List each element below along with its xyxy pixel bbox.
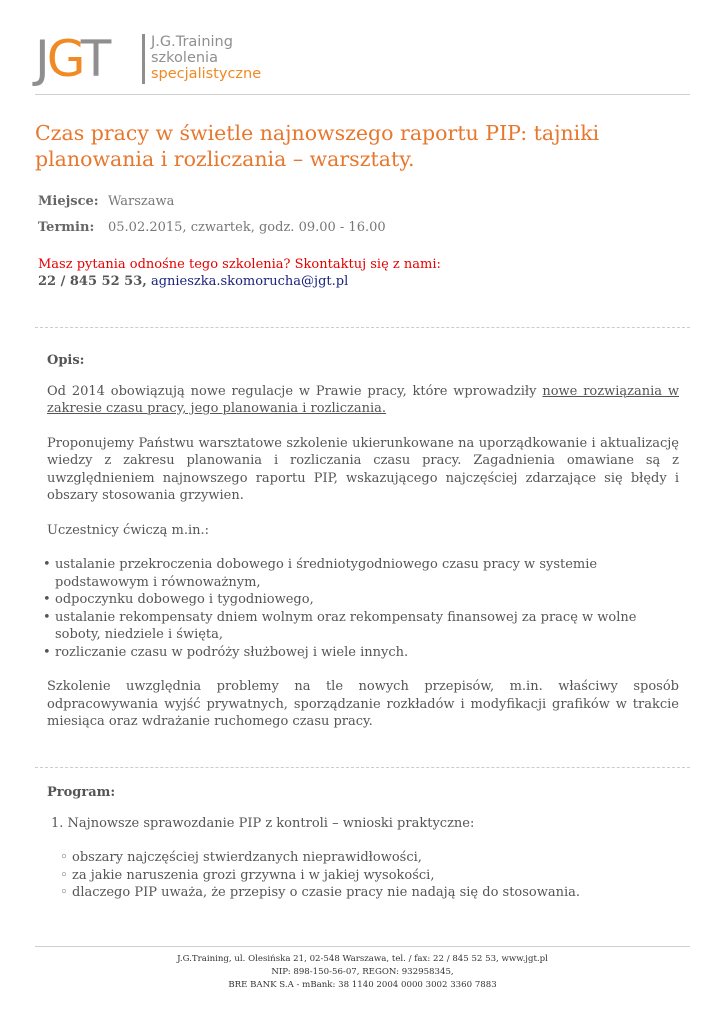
program-item-1: [51, 815, 679, 833]
jgt-logo[interactable]: [35, 30, 315, 90]
description-paragraph-2: Proponujemy Państwu warsztatowe szkolenie ukierunkowane na uporządkowanie i aktualizację wiedzy z zakresu planowania i rozliczania czasu pracy. Zagadnienia omawiane są z uwzględnieniem najnowszego raportu PIP, wskazującego najczęściej zdarzające się błędy i obszary stosowania grzywien.: [47, 435, 679, 503]
bullet-icon: •: [43, 557, 51, 572]
page-footer: [35, 946, 690, 992]
footer-tax-ids: NIP: 898-150-56-07, REGON: 932958345,: [271, 967, 454, 977]
bullet-icon: •: [43, 592, 51, 607]
list-item: • rozliczanie czasu w podróży służbowej i wiele innych.: [43, 644, 409, 660]
bullet-icon: •: [43, 609, 51, 625]
circle-bullet-icon: ◦: [60, 885, 68, 900]
bullet-icon: •: [43, 644, 51, 660]
description-p1-text: Od 2014 obowiązują nowe regulacje w Prawie pracy, które wprowadziły: [47, 383, 543, 399]
program-item-number: 1.: [51, 815, 64, 831]
list-item: ◦ obszary najczęściej stwierdzanych nieprawidłowości,: [60, 850, 422, 865]
list-item: • odpoczynku dobowego i tygodniowego,: [43, 592, 314, 607]
meta-date-row: [38, 218, 386, 244]
program-item-text: Najnowsze sprawozdanie PIP z kontroli – wnioski praktyczne:: [67, 815, 475, 831]
contact-question: Masz pytania odnośne tego szkolenia? Skontaktuj się z nami:: [38, 257, 441, 272]
place-label: Miejsce:: [38, 194, 99, 209]
section-divider-top: [35, 327, 690, 328]
description-heading: Opis:: [47, 353, 85, 368]
footer-address: J.G.Training, ul. Olesińska 21, 02-548 Warszawa, tel. / fax: 22 / 845 52 53, www.jgt.pl: [177, 954, 548, 964]
circle-bullet-icon: ◦: [60, 850, 68, 865]
logo-text: [151, 34, 261, 82]
list-item: • ustalanie przekroczenia dobowego i średniotygodniowego czasu pracy w systemie podstawowym i równoważnym,: [43, 557, 598, 590]
description-paragraph-1: [47, 383, 679, 418]
contact-info: [38, 256, 441, 290]
training-title: Czas pracy w świetle najnowszego raportu PIP: tajniki planowania i rozliczania – warsztaty.: [35, 121, 600, 171]
place-value: Warszawa: [108, 194, 175, 209]
list-item: ◦ za jakie naruszenia grozi grzywna i w jakiej wysokości,: [60, 867, 435, 883]
contact-email-link[interactable]: agnieszka.skomorucha@jgt.pl: [150, 274, 349, 289]
skills-list: [43, 556, 679, 661]
description-section: [43, 352, 679, 731]
program-heading: Program:: [47, 785, 116, 800]
list-item: • ustalanie rekompensaty dniem wolnym oraz rekompensaty finansowej za pracę w wolne soboty, niedziele i święta,: [43, 609, 637, 642]
logo-divider: [142, 34, 145, 84]
logo-line-1: J.G.Training: [151, 34, 233, 50]
program-section: [47, 784, 679, 902]
list-item: ◦ dlaczego PIP uważa, że przepisy o czasie pracy nie nadają się do stosowania.: [60, 885, 581, 900]
description-paragraph-3: Uczestnicy ćwiczą m.in.:: [47, 522, 210, 538]
meta-place-row: [38, 192, 386, 218]
logo-line-3: specjalistyczne: [151, 66, 262, 82]
date-label: Termin:: [38, 220, 95, 235]
logo-mark: JGT: [35, 30, 109, 88]
section-divider-middle: [35, 767, 690, 768]
date-value: 05.02.2015, czwartek, godz. 09.00 - 16.00: [108, 220, 386, 235]
contact-phone: 22 / 845 52 53,: [38, 274, 147, 289]
training-meta: [38, 192, 386, 244]
program-subitems: [60, 849, 679, 902]
footer-bank: BRE BANK S.A - mBank: 38 1140 2004 0000 3002 3360 7883: [228, 980, 497, 990]
logo-line-2: szkolenia: [151, 50, 218, 66]
circle-bullet-icon: ◦: [60, 867, 68, 883]
description-p1-underlined: nowe rozwiązania w zakresie czasu pracy, jego planowania i rozliczania.: [47, 383, 679, 416]
page-header: [35, 28, 690, 95]
description-paragraph-4: Szkolenie uwzględnia problemy na tle nowych przepisów, m.in. właściwy sposób odpracowywania wyjść prywatnych, sporządzanie rozkładów i modyfikacji grafików w trakcie miesiąca oraz wdrażanie ruchomego czasu pracy.: [47, 679, 679, 729]
